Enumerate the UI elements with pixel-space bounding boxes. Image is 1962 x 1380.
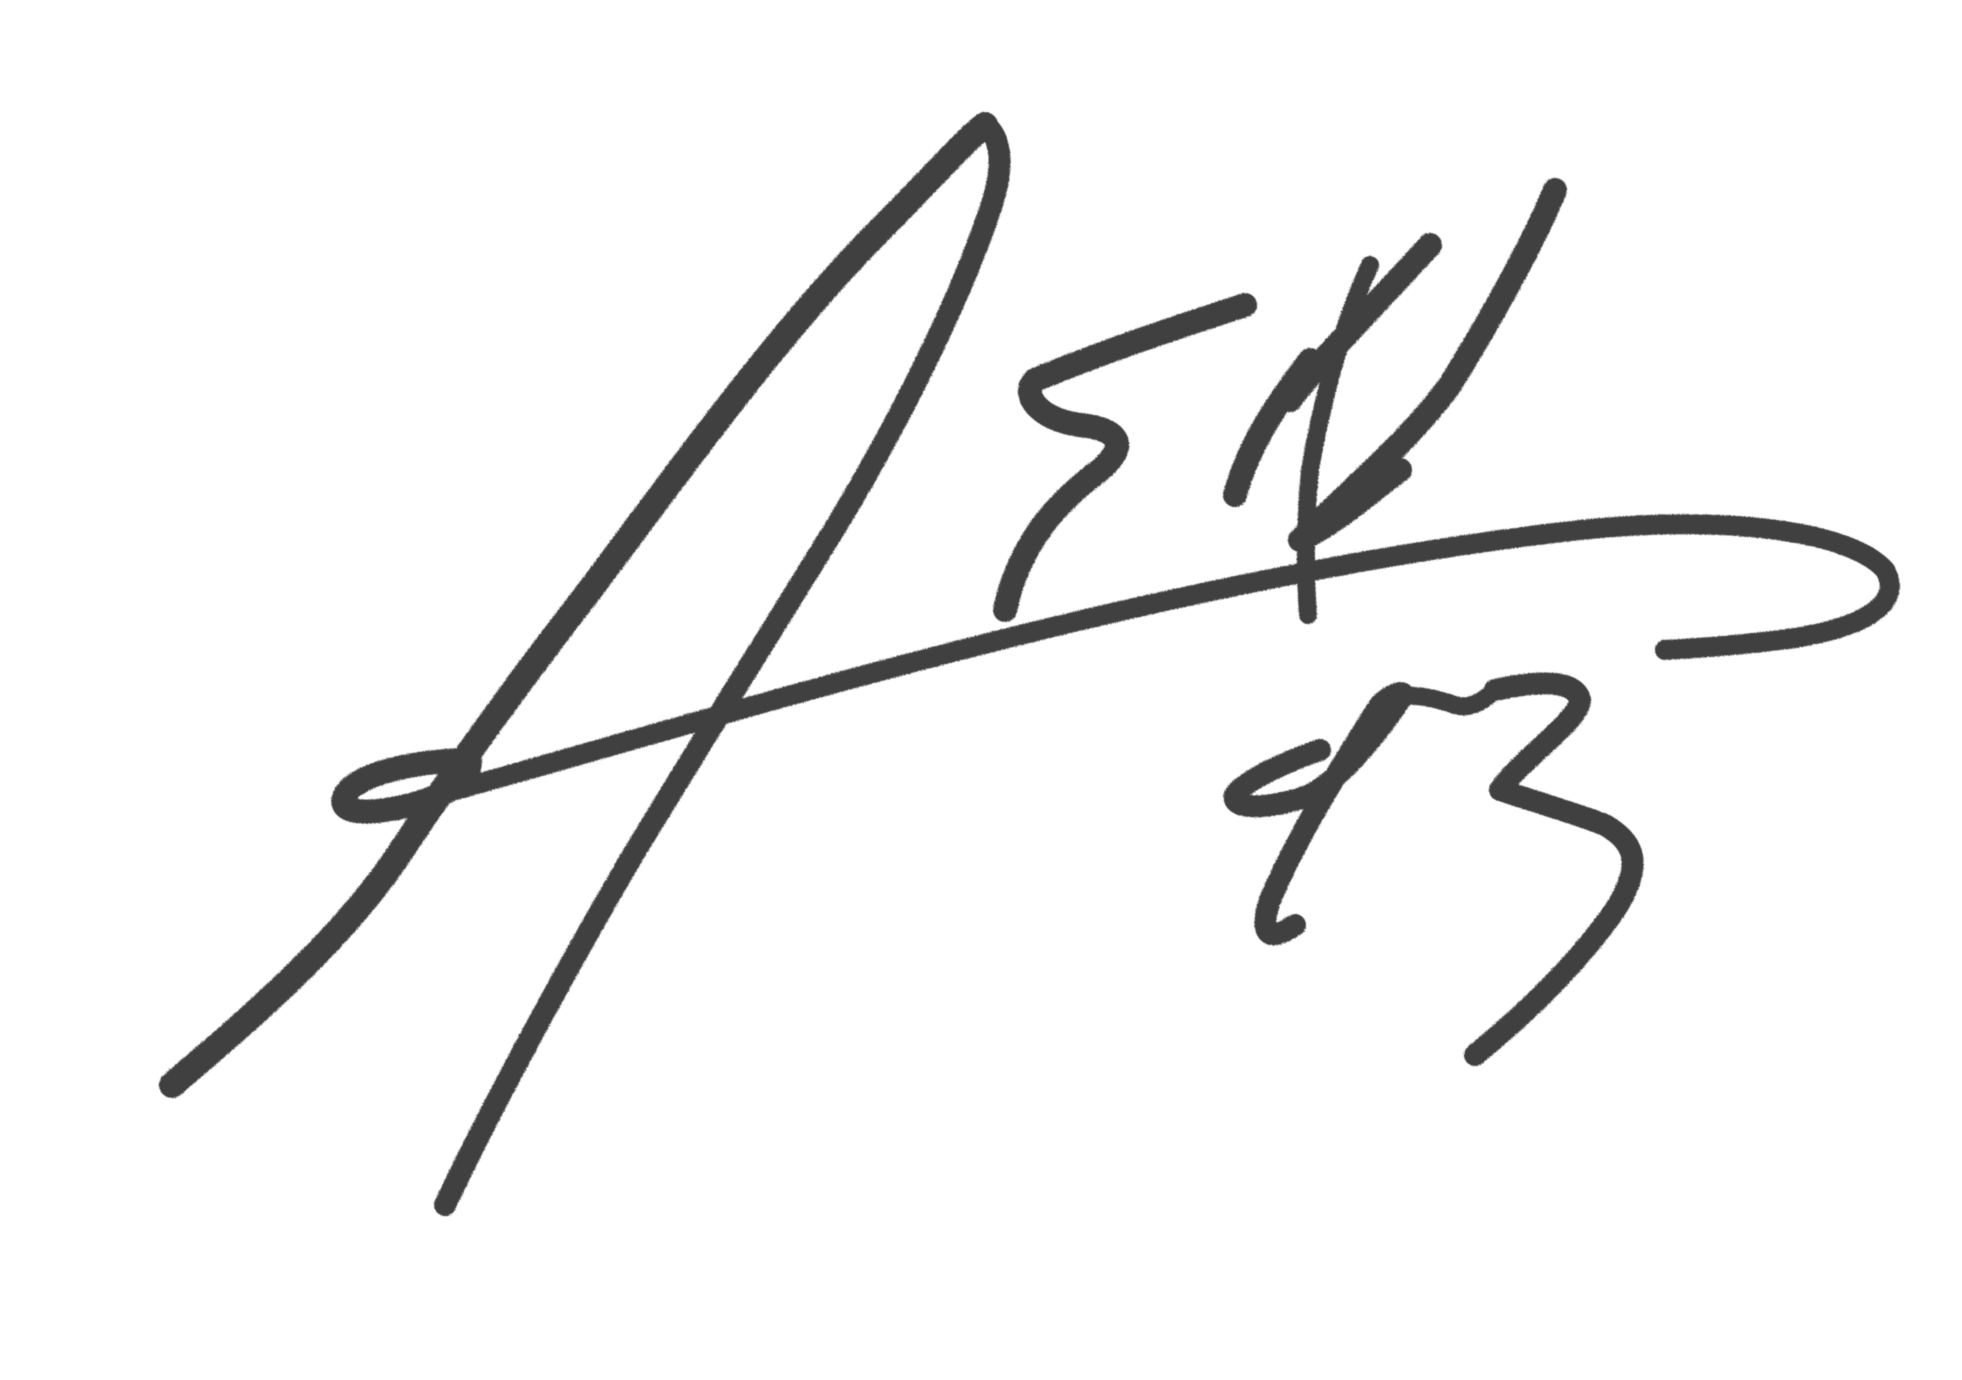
signature-stroke-sweep xyxy=(420,524,1890,800)
signature-stroke-nine-tail xyxy=(1385,690,1495,706)
signature-stroke-s xyxy=(1005,305,1245,610)
signature-ink xyxy=(172,125,1890,1205)
signature-stroke-nine xyxy=(1235,693,1404,934)
signature-stroke-three xyxy=(1475,683,1633,1055)
